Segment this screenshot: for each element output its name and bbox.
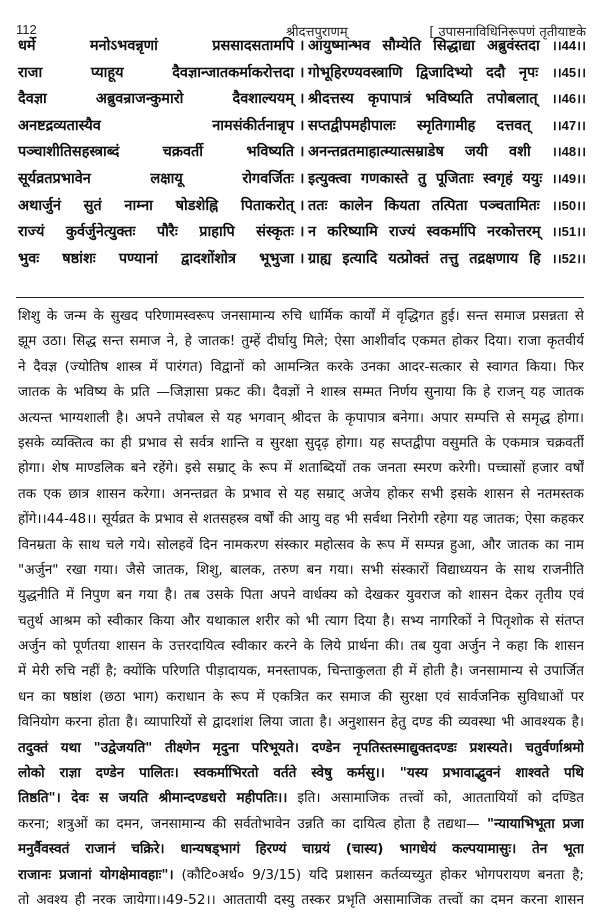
hindi-text: होगा। शेष माण्डलिक बने रहेंगे। इसे सम्राट् के रूप में शताब्दियों तक जनता स्मरण करेगी। पच्चासों हजार वर्षों — [18, 460, 584, 477]
verse-word: नरकोत्तरम् — [487, 224, 541, 241]
verse-row — [18, 113, 586, 140]
verse-word: श्रीदत्तस्य — [308, 91, 354, 108]
hindi-text: चतुर्थ आश्रम को स्वीकार किया और यथाकाल शरीर को भी त्याग दिया है। सभ्य नागरिकों ने पितृशोक से संतप्त — [18, 612, 584, 629]
commentary-line — [18, 482, 584, 507]
danda-separator: । — [299, 38, 305, 54]
verse-row — [18, 246, 586, 273]
hindi-text: अर्जुन को पूर्णतया शासन के उत्तरदायित्व स्वीकार करने के लिये प्रार्थना की। तब युवा अर्जुन ने कहा कि शासन — [18, 638, 584, 655]
verse-word: दैवज्ञा — [18, 91, 47, 108]
hindi-text: में मेरी रुचि नहीं है; क्योंकि परिणति पीड़ादायक, मनस्तापक, चिन्ताकुलता ही में होती है। जनसामान्य से उपार्जित — [18, 663, 584, 680]
commentary-line — [18, 431, 584, 456]
verse-word: मनोऽभवन्नृणां — [89, 38, 158, 54]
verse-word: राज्यं — [18, 224, 45, 241]
verse-first-half — [18, 139, 294, 166]
hindi-commentary — [18, 304, 584, 913]
hindi-text: युद्धनीति में निपुण बन गया है। तब उसके पिता अपने वार्धक्य को देखकर युवराज को शासन देकर तृतीय एवं — [18, 587, 584, 604]
verse-word: तद्रक्षणाय — [469, 250, 519, 267]
verse-word: रोगवर्जितः — [242, 170, 294, 187]
commentary-line — [18, 634, 584, 659]
verse-word: ततः — [308, 197, 328, 214]
danda-separator: । — [299, 64, 305, 81]
verse-number: ।।50।। — [551, 197, 586, 213]
verse-word: राज्यं — [389, 224, 416, 241]
verse-word: धर्मे — [18, 38, 36, 54]
commentary-line — [18, 355, 584, 380]
sanskrit-verses — [18, 33, 586, 272]
verse-word: अनन्तव्रतमाहात्म्यात्सम्राडेष — [308, 144, 444, 161]
verse-word: अब्रुवन्राजन्कुमारो — [95, 91, 184, 108]
verse-second-half — [308, 33, 586, 60]
verse-first-half — [18, 113, 294, 140]
page-number: 112 — [16, 22, 37, 37]
verse-second-half — [308, 86, 586, 113]
commentary-line — [18, 710, 584, 735]
verse-word: प्याहूय — [90, 64, 124, 81]
verse-number: ।।45।। — [551, 64, 586, 80]
commentary-line — [18, 329, 584, 354]
commentary-line — [18, 888, 584, 913]
verse-word: दैवज्ञान्जातकर्माकरोत्तदा — [172, 64, 294, 81]
verse-word: पौरैः — [156, 224, 178, 241]
verse-second-half — [308, 193, 586, 220]
commentary-line — [18, 406, 584, 431]
hindi-text: शिशु के जन्म के सुखद परिणामस्वरूप जनसामान्य रुचि धार्मिक कार्यों में वृद्धिगत हुई। सन्त समाज प्रसन्नता से — [18, 308, 584, 324]
verse-second-half — [308, 246, 586, 273]
verse-word: षष्ठांशः — [62, 250, 96, 267]
verse-word: अथार्जुनं — [18, 197, 61, 214]
verse-row — [18, 193, 586, 220]
verse-number: ।।48।। — [551, 144, 586, 160]
verse-word: कियता — [384, 197, 420, 214]
danda-separator: । — [299, 197, 305, 214]
verse-row — [18, 219, 586, 246]
danda-separator: । — [299, 250, 305, 267]
verse-number: ।।44।। — [551, 38, 586, 53]
section-divider — [16, 297, 584, 298]
sanskrit-quote: "न्यायाभिभूता प्रजा — [487, 815, 584, 832]
verse-word: तपोबलात् — [487, 91, 538, 108]
verse-word: ययुः — [522, 170, 543, 187]
verse-word: षोडशेह्नि — [175, 197, 219, 214]
verse-row — [18, 60, 586, 87]
verse-word: चक्रवर्ती — [162, 144, 204, 161]
verse-word: दत्तवत् — [496, 117, 531, 134]
verse-word: भविष्यति — [425, 91, 473, 108]
verse-word: यत्प्रोक्तं — [388, 250, 429, 267]
running-title: श्रीदत्तपुराणम् — [286, 25, 348, 40]
verse-word: कालेन — [339, 197, 373, 214]
verse-word: न — [308, 224, 317, 241]
hindi-text: "अर्जुन" रखा गया। जैसे जातक, शिशु, बालक, तरुण बन गया। सभी संस्कारों विद्याध्ययन के साथ राजनीति — [18, 561, 584, 578]
verse-word: पञ्चतामितः — [479, 197, 540, 214]
danda-separator: । — [299, 91, 305, 108]
hindi-text: इसके व्यक्तित्व का ही प्रभाव से सर्वत्र शान्ति व सुरक्षा सुदृढ़ होगा। यह सप्तद्वीपा वसुमति के एकमात्र चक्रवर्ती — [18, 434, 584, 451]
commentary-line — [18, 456, 584, 481]
verse-number: ।।51।। — [551, 224, 586, 240]
verse-word: प्रससादसतामपि — [212, 38, 294, 54]
verse-word: ग्राह्य — [308, 250, 332, 267]
hindi-text: तो अवश्य ही नरक जायेगा।।49-52।। आततायी दस्यु तस्कर प्रभृति असामाजिक तत्त्वों का दमन करना शासन — [18, 891, 584, 908]
danda-separator: । — [299, 170, 305, 187]
verse-word: सप्तद्वीपमहीपालः — [308, 117, 396, 134]
verse-word: ददौ — [486, 64, 506, 81]
verse-first-half — [18, 33, 294, 60]
commentary-line — [18, 583, 584, 608]
verse-word: इत्यादि — [342, 250, 378, 267]
verse-word: लक्षायू — [150, 170, 183, 187]
verse-word: गोभूहिरण्यवस्त्राणि — [308, 64, 403, 81]
commentary-line — [18, 786, 584, 811]
commentary-line — [18, 558, 584, 583]
verse-word: गणकास्ते — [360, 170, 409, 187]
verse-word: नामसंकीर्तनान्नृप — [212, 117, 294, 134]
verse-word: सिद्धाद्या — [433, 38, 475, 54]
hindi-text: विनम्रता के साथ चले गये। सोलहवें दिन नामकरण संस्कार महोत्सव के रूप में सम्पन्न हुआ, और जातक का नाम — [18, 536, 584, 553]
sanskrit-quote: राजानः प्रजानां योगक्षेमावहाः"। — [18, 866, 174, 883]
verse-word: दैवशाल्ययम् — [232, 91, 294, 108]
verse-word: अनष्टद्रव्यतास्यैव — [18, 117, 101, 134]
verse-second-half — [308, 60, 586, 87]
verse-word: पिताकरोत् — [240, 197, 294, 214]
verse-word: तत्तु — [439, 250, 459, 267]
verse-word: जयी — [464, 144, 488, 161]
commentary-line — [18, 837, 584, 862]
verse-first-half — [18, 219, 294, 246]
verse-first-half — [18, 86, 294, 113]
verse-word: भुवः — [18, 250, 40, 267]
danda-separator: । — [299, 117, 305, 134]
hindi-text: अत्यन्त भाग्यशाली है। अपने तपोबल से यह भगवान् श्रीदत्त के कृपापात्र बनेगा। अपार सम्पत्ति से समृद्ध होगा। — [18, 409, 584, 426]
commentary-line — [18, 304, 584, 329]
verse-word: भूभुजा — [259, 250, 294, 267]
verse-row — [18, 139, 586, 166]
verse-word: सुतं — [83, 197, 102, 214]
hindi-text: झूम उठा। सिद्ध सन्त समाज ने, हे जातक! तुम्हें दीर्घायु मिले; ऐसा आशीर्वाद एकमत होकर दिया। राजा कृतवीर्य — [18, 333, 584, 350]
verse-first-half — [18, 166, 294, 193]
verse-word: स्मृतिगामीह — [416, 117, 476, 134]
hindi-text: (कौटि०अर्थ० 9/3/15) यदि प्रशासन कर्तव्यच्युत होकर भोगपरायण बनता है; — [173, 866, 584, 883]
verse-word: नाम्ना — [124, 197, 153, 214]
commentary-line — [18, 659, 584, 684]
verse-word: कुर्वर्जुनेत्युक्तः — [65, 224, 136, 241]
hindi-text: ने दैवज्ञ (ज्योतिष शास्त्र में पारंगत) विद्वानों को आमन्त्रित करके उनका आदर-सत्कार से स्वागत किया। फिर — [18, 358, 584, 375]
commentary-line — [18, 863, 584, 888]
verse-first-half — [18, 193, 294, 220]
verse-word: आयुष्मान्भव — [308, 38, 371, 54]
sanskrit-quote: लोको राज्ञा दण्डेन पालितः। स्वकर्माभिरतो वर्तते स्वेषु कर्मसु।। "यस्य प्रभावाद्भुवनं शाश्वते पथि — [18, 765, 584, 782]
verse-first-half — [18, 246, 294, 273]
danda-separator: । — [299, 144, 305, 161]
verse-number: ।।47।। — [551, 117, 586, 133]
sanskrit-quote: तिष्ठति"। देवः स जयति श्रीमान्दण्डधरो महीपतिः।। — [18, 790, 288, 807]
verse-word: प्राहापि — [199, 224, 235, 241]
verse-word: द्वादशोंशोत्र — [180, 250, 237, 267]
verse-word: तु — [417, 170, 427, 187]
section-title: [ उपासनाविधिनिरूपणं तृतीयाष्टके — [429, 25, 586, 40]
commentary-line — [18, 761, 584, 786]
verse-word: स्वकर्मापि — [426, 224, 476, 241]
verse-word: राजा — [18, 64, 43, 81]
sanskrit-quote: तदुक्तं यथा "उद्वेजयति" तीक्ष्णेन मृदुना परिभूयते। दण्डेन नृपतिस्तस्माद्युक्तदण्डः प्रशस्यते। चतुर्वर्णाश्रमो — [18, 739, 584, 756]
commentary-line — [18, 507, 584, 532]
danda-separator: । — [299, 224, 305, 241]
verse-word: सूर्यव्रतप्रभावेन — [18, 170, 91, 187]
commentary-line — [18, 685, 584, 710]
verse-word: द्विजादिभ्यो — [416, 64, 473, 81]
verse-word: पण्यानां — [118, 250, 158, 267]
sanskrit-quote: मनुर्वैवस्वतं राजानं चक्रिरे। धान्यषड्भागं हिरण्यं चाग्रयं (चास्य) भागधेयं कल्पयामासुः। तेन भूता — [18, 841, 584, 858]
verse-number: ।।52।। — [551, 250, 586, 266]
hindi-text: करना; शत्रुओं का दमन, जनसामान्य की सर्वतोभावेन उन्नति का दायित्व होता है तद्यथा— — [18, 815, 488, 832]
verse-word: इत्युक्त्वा — [308, 170, 352, 187]
verse-row — [18, 86, 586, 113]
verse-word: कृपापात्रं — [368, 91, 412, 108]
verse-second-half — [308, 113, 586, 140]
commentary-line — [18, 812, 584, 837]
hindi-text: धन का षष्ठांश (छठा भाग) कराधान के रूप में एकत्रित कर समाज की सुरक्षा एवं सार्वजनिक सुविधाओं पर — [18, 688, 584, 705]
verse-word: स्वगृहं — [483, 170, 513, 187]
verse-row — [18, 166, 586, 193]
verse-number: ।।46।। — [551, 91, 586, 107]
hindi-text: विनियोग करना होता है। व्यापारियों से द्वादशांश लिया जाता है। अनुशासन हेतु दण्ड की व्यवस्था भी आवश्यक है। — [18, 714, 584, 731]
verse-word: नृपः — [518, 64, 539, 81]
verse-word: अब्रुवंस्तदा — [486, 38, 540, 54]
verse-word: वशी — [509, 144, 531, 161]
verse-word: हि — [529, 250, 541, 267]
hindi-text: होंगे।।44-48।। सूर्यव्रत के प्रभाव से शतसहस्त्र वर्षों की आयु वह भी सर्वथा निरोगी रहेगा यह जातक; ऐसा कहकर — [18, 511, 584, 528]
verse-word: सौम्येति — [382, 38, 422, 54]
hindi-text: जातक के भविष्य के प्रति —जिज्ञासा प्रकट की। दैवज्ञों ने शास्त्र सम्मत निर्णय सुनाया कि हे राजन् यह जातक — [18, 384, 584, 401]
verse-second-half — [308, 139, 586, 166]
hindi-text: तक एक छात्र शासन करेगा। अनन्तव्रत के प्रभाव से यह सम्राट् अजेय होकर सभी इसके शासन से नतमस्तक — [18, 485, 584, 502]
commentary-line — [18, 609, 584, 634]
verse-second-half — [308, 166, 586, 193]
verse-first-half — [18, 60, 294, 87]
verse-number: ।।49।। — [551, 170, 586, 186]
commentary-line — [18, 736, 584, 761]
verse-word: पूजिताः — [435, 170, 474, 187]
commentary-line — [18, 533, 584, 558]
verse-word: पञ्चाशीतिसहस्त्राब्दं — [18, 144, 120, 161]
verse-word: करिष्यामि — [327, 224, 378, 241]
verse-word: भविष्यति — [246, 144, 294, 161]
verse-row — [18, 33, 586, 60]
verse-word: संस्कृतः — [256, 224, 294, 241]
commentary-line — [18, 380, 584, 405]
verse-second-half — [308, 219, 586, 246]
verse-word: तत्पिता — [431, 197, 468, 214]
hindi-text: इति। असामाजिक तत्त्वों को, आततायियों को दण्डित — [287, 790, 584, 807]
